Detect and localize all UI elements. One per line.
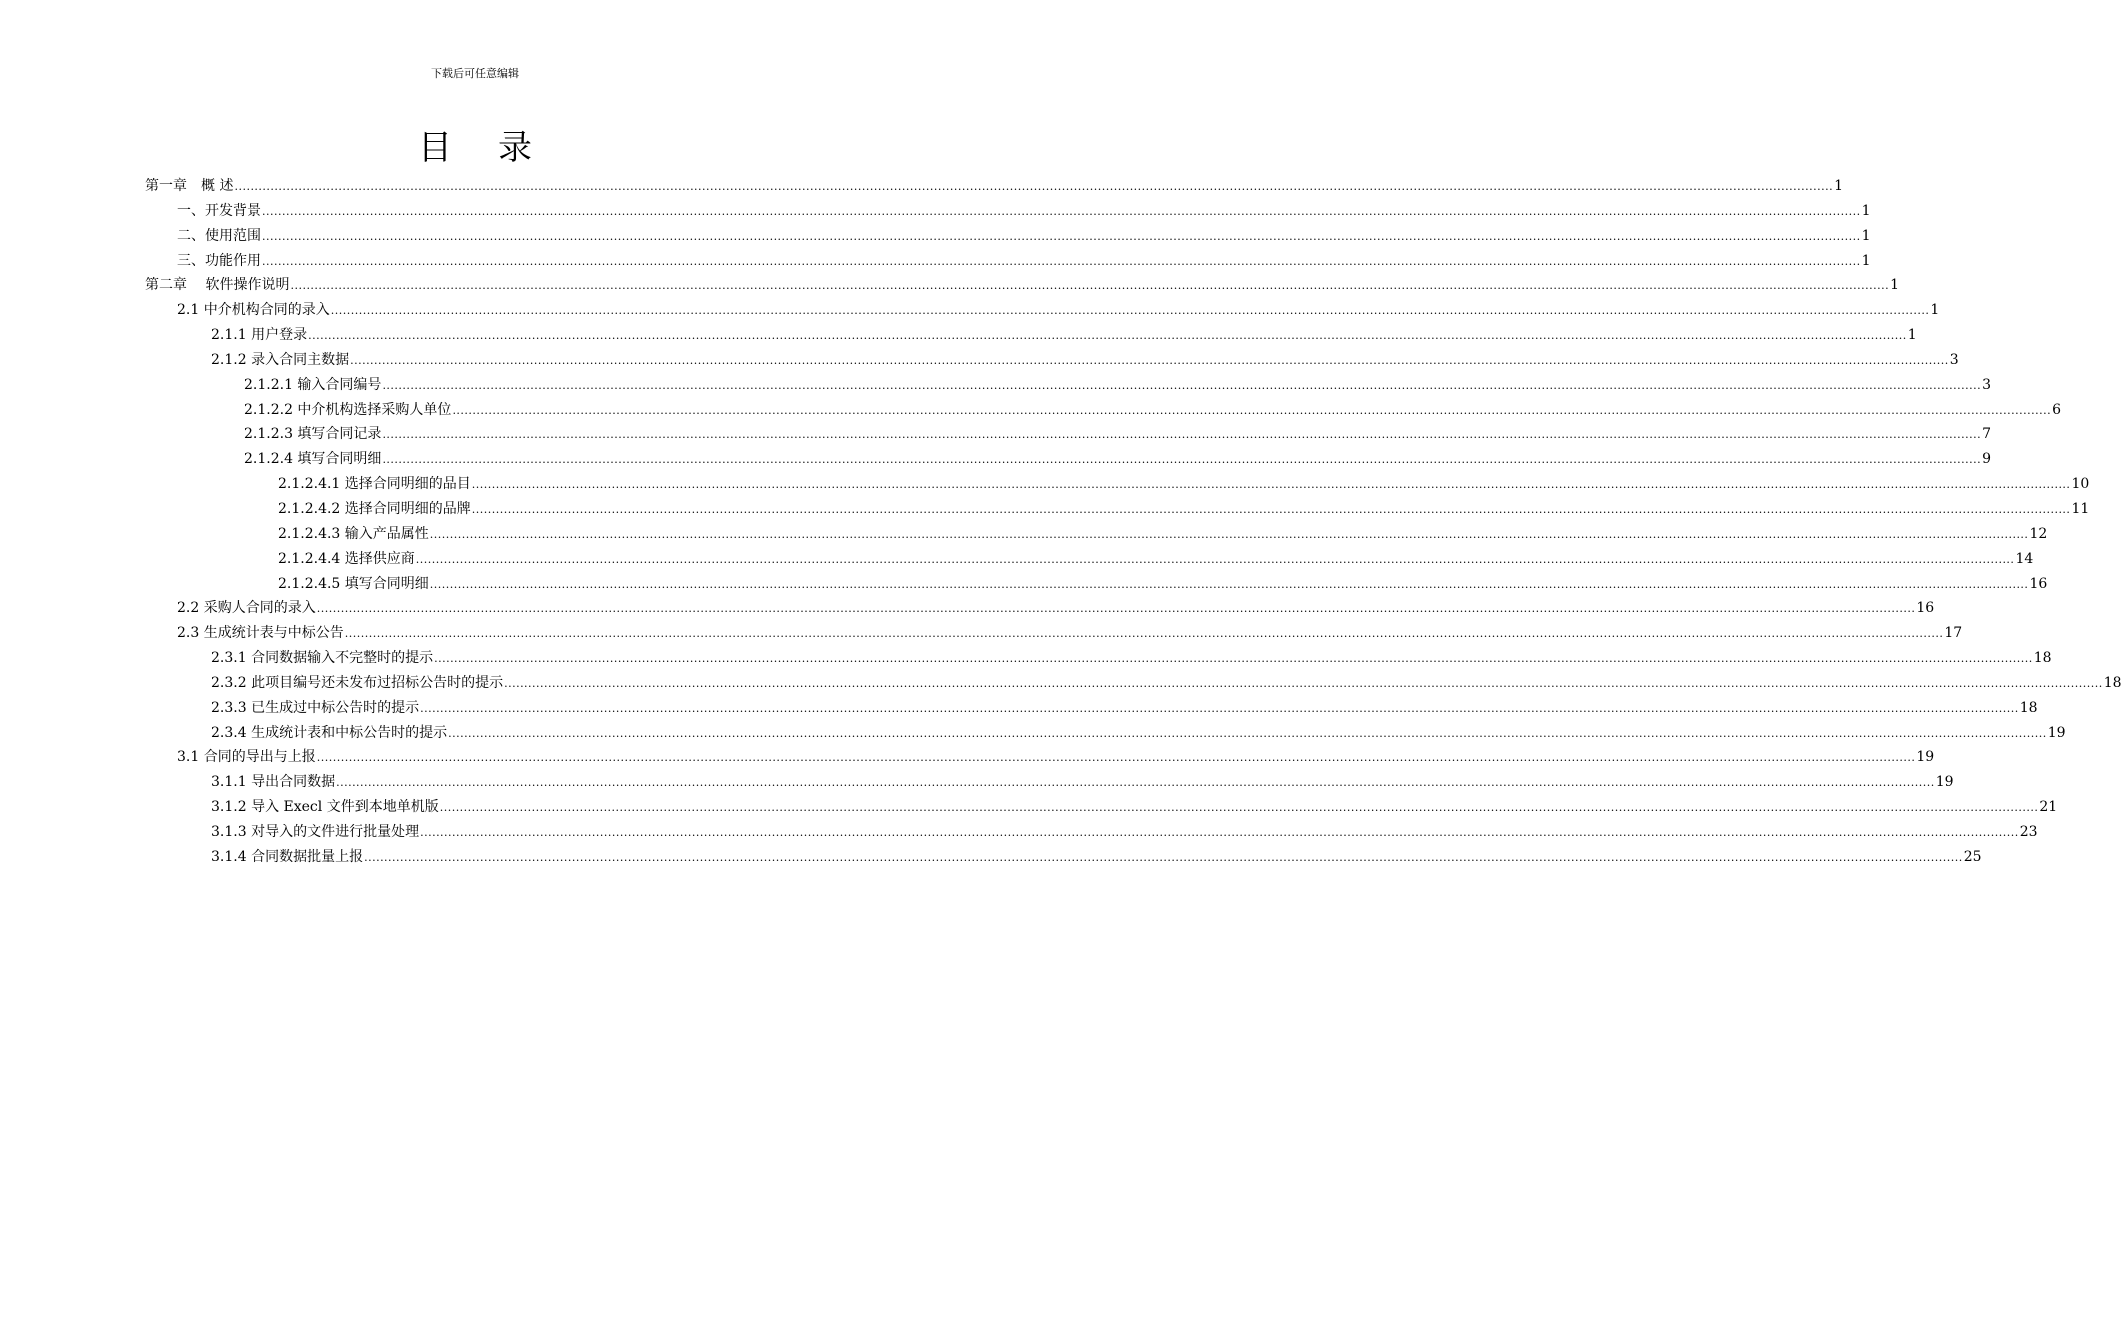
toc-entry[interactable] (145, 472, 2090, 497)
toc-entry[interactable] (145, 795, 2058, 820)
toc-entry[interactable] (145, 273, 1900, 298)
toc-dot-leader: ................................................................................................................................................................................................................................................................................................................................................................................................................ (471, 502, 2071, 516)
toc-dot-leader: ................................................................................................................................................................................................................................................................................................................................................................................................................ (234, 180, 1834, 193)
toc-entry-label: 3.1 合同的导出与上报 (177, 749, 316, 766)
toc-entry-page-number: 1 (1861, 252, 1871, 269)
toc-entry-label: 3.1.4 合同数据批量上报 (211, 848, 364, 865)
toc-entry-page-number: 1 (1930, 302, 1940, 319)
toc-dot-leader: ................................................................................................................................................................................................................................................................................................................................................................................................................ (429, 527, 2029, 541)
page-header-note: 下载后可任意编辑 (431, 67, 519, 80)
toc-entry-label: 2.3.4 生成统计表和中标公告时的提示 (211, 724, 448, 741)
toc-entry[interactable] (145, 671, 2122, 696)
toc-entry-label: 三、功能作用 (177, 252, 261, 269)
toc-entry-label: 2.1.2.4.2 选择合同明细的品牌 (278, 500, 471, 517)
toc-entry-page-number: 16 (2029, 575, 2048, 592)
toc-dot-leader: ................................................................................................................................................................................................................................................................................................................................................................................................................ (330, 304, 1930, 318)
toc-dot-leader: ................................................................................................................................................................................................................................................................................................................................................................................................................ (504, 676, 2103, 690)
toc-entry-page-number: 3 (1949, 351, 1959, 368)
toc-entry[interactable] (145, 373, 1991, 398)
toc-dot-leader: ................................................................................................................................................................................................................................................................................................................................................................................................................ (262, 204, 1861, 218)
toc-entry-page-number: 18 (2033, 650, 2052, 667)
toc-entry[interactable] (145, 224, 1871, 249)
toc-dot-leader: ................................................................................................................................................................................................................................................................................................................................................................................................................ (415, 552, 2015, 566)
toc-dot-leader: ................................................................................................................................................................................................................................................................................................................................................................................................................ (262, 254, 1861, 268)
toc-entry-page-number: 12 (2029, 525, 2048, 542)
toc-entry-label: 2.3.3 已生成过中标公告时的提示 (211, 699, 420, 716)
table-of-contents (145, 174, 2122, 870)
toc-entry-page-number: 23 (2019, 823, 2038, 840)
toc-entry[interactable] (145, 845, 1982, 870)
toc-entry[interactable] (145, 572, 2048, 597)
toc-dot-leader: ................................................................................................................................................................................................................................................................................................................................................................................................................ (382, 428, 1982, 442)
toc-entry[interactable] (145, 298, 1940, 323)
toc-entry-page-number: 3 (1982, 376, 1991, 393)
toc-entry-page-number: 19 (1916, 749, 1935, 766)
toc-entry-page-number: 1 (1890, 277, 1900, 294)
toc-entry-page-number: 14 (2015, 550, 2034, 567)
toc-entry-label: 一、开发背景 (177, 202, 261, 219)
toc-entry-label: 第二章 软件操作说明 (145, 277, 290, 294)
toc-dot-leader: ................................................................................................................................................................................................................................................................................................................................................................................................................ (382, 453, 1982, 467)
toc-entry-label: 2.1.2.4.1 选择合同明细的品目 (278, 476, 471, 493)
toc-entry-label: 2.2 采购人合同的录入 (177, 600, 316, 617)
page-title: 目录 (418, 128, 578, 168)
toc-entry[interactable] (145, 820, 2038, 845)
toc-entry[interactable] (145, 174, 1844, 199)
toc-entry[interactable] (145, 348, 1959, 373)
toc-dot-leader: ................................................................................................................................................................................................................................................................................................................................................................................................................ (439, 801, 2039, 815)
toc-entry-label: 2.1.2.4.4 选择供应商 (278, 550, 415, 567)
toc-entry[interactable] (145, 547, 2034, 572)
toc-entry-label: 2.1.2.1 输入合同编号 (244, 376, 382, 393)
toc-entry-page-number: 16 (1916, 600, 1935, 617)
toc-entry-page-number: 1 (1834, 178, 1844, 194)
toc-entry-label: 第一章 概 述 (145, 178, 234, 194)
toc-entry[interactable] (145, 398, 2061, 423)
toc-entry[interactable] (145, 522, 2048, 547)
toc-entry[interactable] (145, 323, 1917, 348)
toc-entry-label: 3.1.3 对导入的文件进行批量处理 (211, 823, 420, 840)
toc-entry-page-number: 1 (1907, 327, 1917, 344)
toc-entry[interactable] (145, 199, 1871, 224)
toc-dot-leader: ................................................................................................................................................................................................................................................................................................................................................................................................................ (452, 403, 2052, 417)
toc-entry-page-number: 7 (1982, 426, 1991, 443)
toc-entry[interactable] (145, 621, 1963, 646)
toc-entry-page-number: 21 (2039, 799, 2058, 816)
toc-entry-label: 2.1.2.2 中介机构选择采购人单位 (244, 401, 452, 418)
toc-entry-page-number: 19 (2047, 724, 2066, 741)
toc-entry-label: 2.3.2 此项目编号还未发布过招标公告时的提示 (211, 674, 504, 691)
toc-entry[interactable] (145, 745, 1935, 770)
toc-entry-page-number: 9 (1982, 451, 1991, 468)
toc-entry[interactable] (145, 447, 1991, 472)
toc-dot-leader: ................................................................................................................................................................................................................................................................................................................................................................................................................ (382, 378, 1982, 392)
toc-dot-leader: ................................................................................................................................................................................................................................................................................................................................................................................................................ (316, 602, 1916, 616)
toc-dot-leader: ................................................................................................................................................................................................................................................................................................................................................................................................................ (336, 776, 1935, 790)
toc-entry-page-number: 18 (2103, 674, 2122, 691)
toc-dot-leader: ................................................................................................................................................................................................................................................................................................................................................................................................................ (448, 726, 2047, 740)
toc-dot-leader: ................................................................................................................................................................................................................................................................................................................................................................................................................ (290, 279, 1890, 293)
toc-entry[interactable] (145, 422, 1991, 447)
toc-entry-page-number: 6 (2052, 401, 2061, 418)
toc-entry-page-number: 18 (2019, 699, 2038, 716)
toc-entry-label: 2.1.2.4.5 填写合同明细 (278, 575, 429, 592)
toc-entry-label: 2.1.2.3 填写合同记录 (244, 426, 382, 443)
toc-dot-leader: ................................................................................................................................................................................................................................................................................................................................................................................................................ (316, 751, 1916, 765)
toc-entry-page-number: 11 (2071, 500, 2090, 517)
toc-entry-page-number: 17 (1944, 625, 1963, 642)
toc-entry-label: 2.1.2.4 填写合同明细 (244, 451, 382, 468)
toc-entry-label: 3.1.1 导出合同数据 (211, 774, 336, 791)
toc-entry-label: 2.1.2 录入合同主数据 (211, 351, 350, 368)
toc-dot-leader: ................................................................................................................................................................................................................................................................................................................................................................................................................ (429, 577, 2029, 591)
toc-entry-label: 2.1.2.4.3 输入产品属性 (278, 525, 429, 542)
toc-dot-leader: ................................................................................................................................................................................................................................................................................................................................................................................................................ (364, 850, 1963, 864)
toc-entry-page-number: 1 (1861, 227, 1871, 244)
toc-dot-leader: ................................................................................................................................................................................................................................................................................................................................................................................................................ (420, 701, 2019, 715)
toc-dot-leader: ................................................................................................................................................................................................................................................................................................................................................................................................................ (434, 652, 2033, 666)
toc-entry[interactable] (145, 249, 1871, 274)
toc-entry-label: 2.1.1 用户登录 (211, 327, 308, 344)
toc-entry[interactable] (145, 721, 2066, 746)
toc-entry-label: 2.1 中介机构合同的录入 (177, 302, 330, 319)
toc-entry[interactable] (145, 770, 1954, 795)
toc-entry-label: 二、使用范围 (177, 227, 261, 244)
toc-dot-leader: ................................................................................................................................................................................................................................................................................................................................................................................................................ (344, 627, 1944, 641)
toc-entry-page-number: 19 (1935, 774, 1954, 791)
toc-entry-page-number: 25 (1963, 848, 1982, 865)
toc-entry-label: 2.3 生成统计表与中标公告 (177, 625, 344, 642)
toc-entry-label: 2.3.1 合同数据输入不完整时的提示 (211, 650, 434, 667)
toc-dot-leader: ................................................................................................................................................................................................................................................................................................................................................................................................................ (350, 353, 1949, 367)
toc-dot-leader: ................................................................................................................................................................................................................................................................................................................................................................................................................ (420, 825, 2019, 839)
toc-entry-label: 3.1.2 导入 Execl 文件到本地单机版 (211, 799, 439, 816)
toc-dot-leader: ................................................................................................................................................................................................................................................................................................................................................................................................................ (308, 329, 1907, 343)
toc-dot-leader: ................................................................................................................................................................................................................................................................................................................................................................................................................ (471, 478, 2071, 492)
toc-entry[interactable] (145, 497, 2090, 522)
toc-entry-page-number: 1 (1861, 202, 1871, 219)
toc-dot-leader: ................................................................................................................................................................................................................................................................................................................................................................................................................ (262, 229, 1861, 243)
toc-entry[interactable] (145, 596, 1935, 621)
toc-entry-page-number: 10 (2071, 476, 2090, 493)
toc-entry[interactable] (145, 696, 2038, 721)
toc-entry[interactable] (145, 646, 2052, 671)
